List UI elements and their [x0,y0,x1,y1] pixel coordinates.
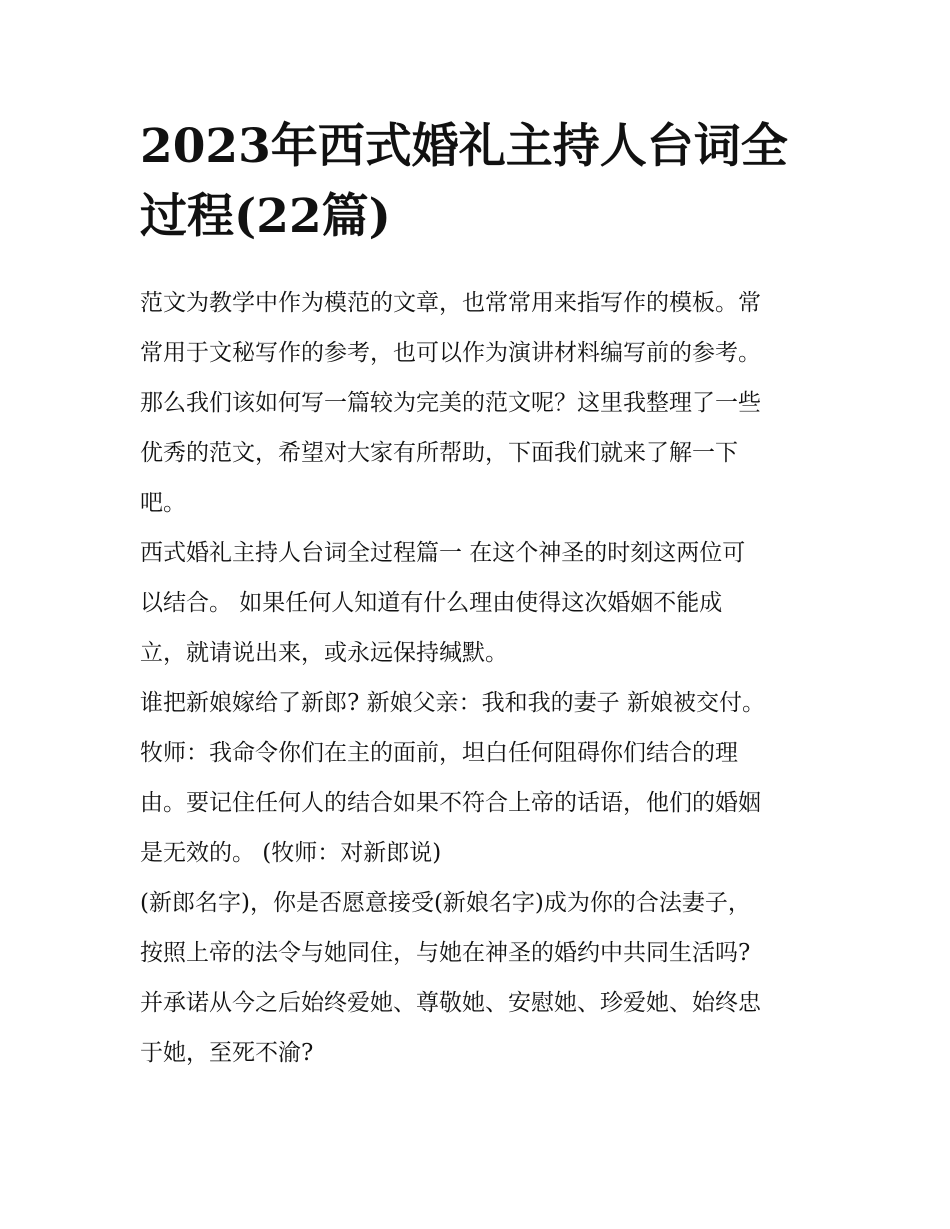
paragraph-line: 那么我们该如何写一篇较为完美的范文呢？这里我整理了一些 [140,390,761,416]
ceremony-paragraph [140,678,820,878]
section-one-paragraph [140,528,820,678]
paragraph-line: 谁把新娘嫁给了新郎? 新娘父亲：我和我的妻子 新娘被交付。 [140,690,765,716]
paragraph-line: 并承诺从今之后始终爱她、尊敬她、安慰她、珍爱她、始终忠 [140,990,761,1016]
paragraph-line: 范文为教学中作为模范的文章，也常常用来指写作的模板。常 [140,290,761,316]
document-title [140,112,820,252]
paragraph-line: 按照上帝的法令与她同住，与她在神圣的婚约中共同生活吗? [140,940,751,966]
paragraph-line: 由。要记住任何人的结合如果不符合上帝的话语，他们的婚姻 [140,790,761,816]
paragraph-line: 是无效的。 (牧师：对新郎说) [140,840,442,866]
intro-paragraph [140,278,820,528]
paragraph-line: 吧。 [140,490,186,516]
paragraph-line: 牧师：我命令你们在主的面前，坦白任何阻碍你们结合的理 [140,740,738,766]
document-page [140,112,820,1078]
paragraph-line: 西式婚礼主持人台词全过程篇一 在这个神圣的时刻这两位可 [140,540,746,566]
vow-paragraph [140,878,820,1078]
title-line-2: 过程(22篇) [140,189,391,244]
paragraph-line: 常用于文秘写作的参考，也可以作为演讲材料编写前的参考。 [140,340,761,366]
paragraph-line: 优秀的范文，希望对大家有所帮助，下面我们就来了解一下 [140,440,738,466]
paragraph-line: 立，就请说出来，或永远保持缄默。 [140,640,508,666]
paragraph-line: 于她，至死不渝? [140,1040,314,1066]
paragraph-line: 以结合。 如果任何人知道有什么理由使得这次婚姻不能成 [140,590,723,616]
title-line-1: 2023年西式婚礼主持人台词全 [140,119,788,174]
paragraph-line: (新郎名字)，你是否愿意接受(新娘名字)成为你的合法妻子， [140,890,751,916]
